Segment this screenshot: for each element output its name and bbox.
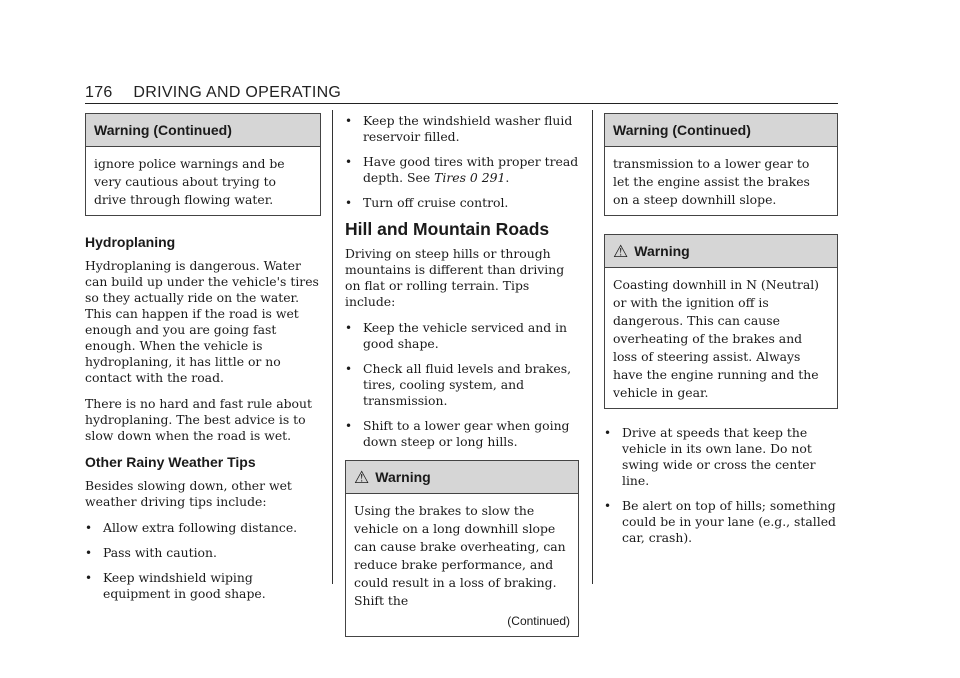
hydroplaning-paragraph-1: Hydroplaning is dangerous. Water can build up under the vehicle's tires so they actually ride on the water. This can happen if the road is wet enough and you are going fast enough. When the vehicle is hydroplaning, it has little or no contact with the road. xyxy=(85,258,319,385)
tires-page-ref: 0 291 xyxy=(465,170,506,185)
warning-triangle-icon: ⚠ xyxy=(354,468,370,487)
hydroplaning-paragraph-2: There is no hard and fast rule about hydroplaning. The best advice is to slow down when the road is wet. xyxy=(85,396,312,443)
tires-link[interactable]: Tires xyxy=(434,170,466,185)
list-item: • Drive at speeds that keep the vehicle in its own lane. Do not swing wide or cross the center line. xyxy=(604,425,838,489)
list-item: • Pass with caution. xyxy=(85,545,321,561)
list-item xyxy=(345,154,579,186)
windshield-tips-list xyxy=(345,113,579,211)
column-3 xyxy=(604,113,838,556)
column-divider xyxy=(592,110,593,584)
warning-text: Using the brakes to slow the vehicle on a long downhill slope can cause brake overheating, can reduce brake performance, and could result in a loss of braking. Shift the xyxy=(354,503,566,608)
warning-continued-text: transmission to a lower gear to let the engine assist the brakes on a steep downhill slope. xyxy=(613,156,810,207)
warning-body xyxy=(346,494,578,636)
page-number: 176 xyxy=(85,84,113,101)
rainy-tips-heading: Other Rainy Weather Tips xyxy=(85,454,256,470)
column-2 xyxy=(345,113,579,637)
tires-tip-text: Have good tires with proper tread depth. See xyxy=(363,154,579,185)
rainy-tips-list xyxy=(85,520,321,602)
list-item: • Shift to a lower gear when going down steep or long hills. xyxy=(345,418,579,450)
warning-header xyxy=(346,461,578,494)
list-item: • Keep windshield wiping equipment in good shape. xyxy=(85,570,321,602)
warning-title: Warning xyxy=(375,469,431,485)
warning-box xyxy=(345,460,579,637)
section-title: DRIVING AND OPERATING xyxy=(133,84,342,101)
warning-text: Coasting downhill in N (Neutral) or with the ignition off is dangerous. This can cause overheating of the brakes and loss of steering assist. Always have the engine running and the vehicle in gear. xyxy=(613,277,820,400)
warning-continued-box xyxy=(85,113,321,216)
rainy-tips-intro: Besides slowing down, other wet weather driving tips include: xyxy=(85,478,292,509)
column-1 xyxy=(85,113,321,612)
hill-roads-heading: Hill and Mountain Roads xyxy=(345,219,550,239)
column-divider xyxy=(332,110,333,584)
warning-triangle-icon: ⚠ xyxy=(613,242,629,261)
list-item: • Be alert on top of hills; something could be in your lane (e.g., stalled car, crash). xyxy=(604,498,838,546)
list-item: • Allow extra following distance. xyxy=(85,520,321,536)
header-rule xyxy=(85,103,838,104)
warning-header xyxy=(605,235,837,268)
warning-title: Warning xyxy=(634,243,690,259)
driving-tips-list xyxy=(604,425,838,546)
page-header xyxy=(85,84,341,102)
hill-roads-intro: Driving on steep hills or through mountains is different than driving on flat or rolling terrain. Tips include: xyxy=(345,246,565,309)
warning-continued-text: ignore police warnings and be very cautious about trying to drive through flowing water. xyxy=(94,156,285,207)
list-item: • Keep the vehicle serviced and in good shape. xyxy=(345,320,579,352)
warning-continued-box xyxy=(604,113,838,216)
warning-continued-title: Warning (Continued) xyxy=(86,114,320,147)
hydroplaning-heading: Hydroplaning xyxy=(85,234,176,250)
list-item: • Turn off cruise control. xyxy=(345,195,579,211)
warning-box xyxy=(604,234,838,409)
warning-continued-title: Warning (Continued) xyxy=(605,114,837,147)
list-item: • Keep the windshield washer fluid reservoir filled. xyxy=(345,113,579,145)
list-item: • Check all fluid levels and brakes, tires, cooling system, and transmission. xyxy=(345,361,579,409)
tires-tip-end: . xyxy=(505,170,510,185)
continued-label: (Continued) xyxy=(507,614,570,628)
hill-tips-list xyxy=(345,320,579,450)
